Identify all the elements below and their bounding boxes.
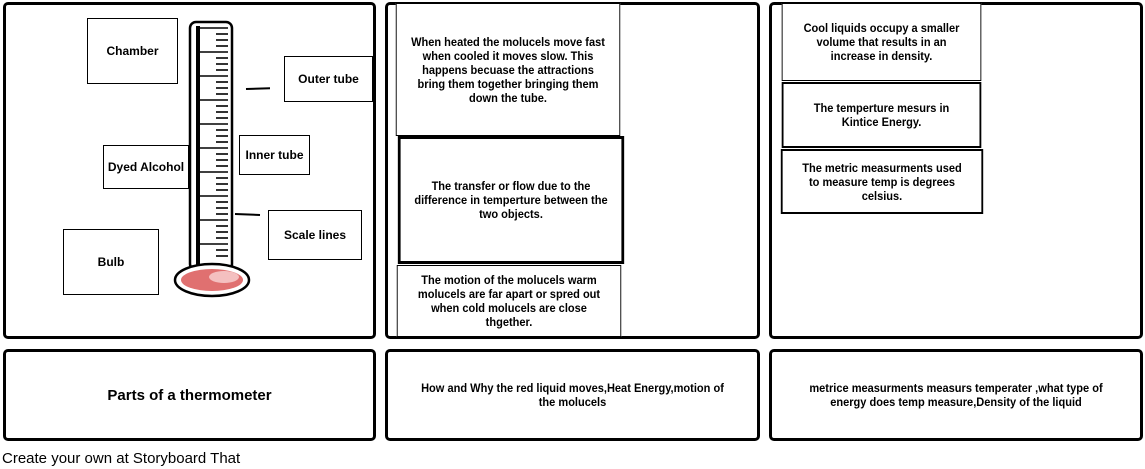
text-box-kinetic-energy: The temperture mesurs in Kintice Energy. (782, 82, 982, 148)
text-box-warm-cold-molecules: The motion of the molucels warm molucels are far apart or spred out when cold molucels are close thgether. (397, 265, 621, 337)
text-box-molecule-motion: When heated the molucels move fast when cooled it moves slow. This happens becuase the attractions bring them together bringing them down the tube. (396, 3, 620, 136)
label-chamber: Chamber (87, 18, 178, 84)
text-box-density: Cool liquids occupy a smaller volume that results in an increase in density. (782, 3, 982, 81)
text-box-celsius: The metric measurments used to measure temp is degrees celsius. (781, 149, 983, 214)
caption-text-2: How and Why the red liquid moves,Heat Energy,motion of the molucels (421, 381, 724, 409)
label-inner-tube: Inner tube (239, 135, 310, 175)
text-box-heat-transfer: The transfer or flow due to the difference in temperture between the two objects. (398, 136, 624, 264)
thermometer-bulb (175, 264, 249, 296)
caption-text-1: Parts of a thermometer (107, 386, 272, 404)
label-scale-lines: Scale lines (268, 210, 362, 260)
label-bulb: Bulb (63, 229, 159, 295)
label-outer-tube: Outer tube (284, 56, 373, 102)
caption-text-3: metrice measurments measurs temperater ,what type of energy does temp measure,Density of the liquid (809, 381, 1103, 409)
label-dyed-alcohol: Dyed Alcohol (103, 145, 189, 189)
storyboard-that-link[interactable]: Create your own at Storyboard That (2, 450, 241, 467)
